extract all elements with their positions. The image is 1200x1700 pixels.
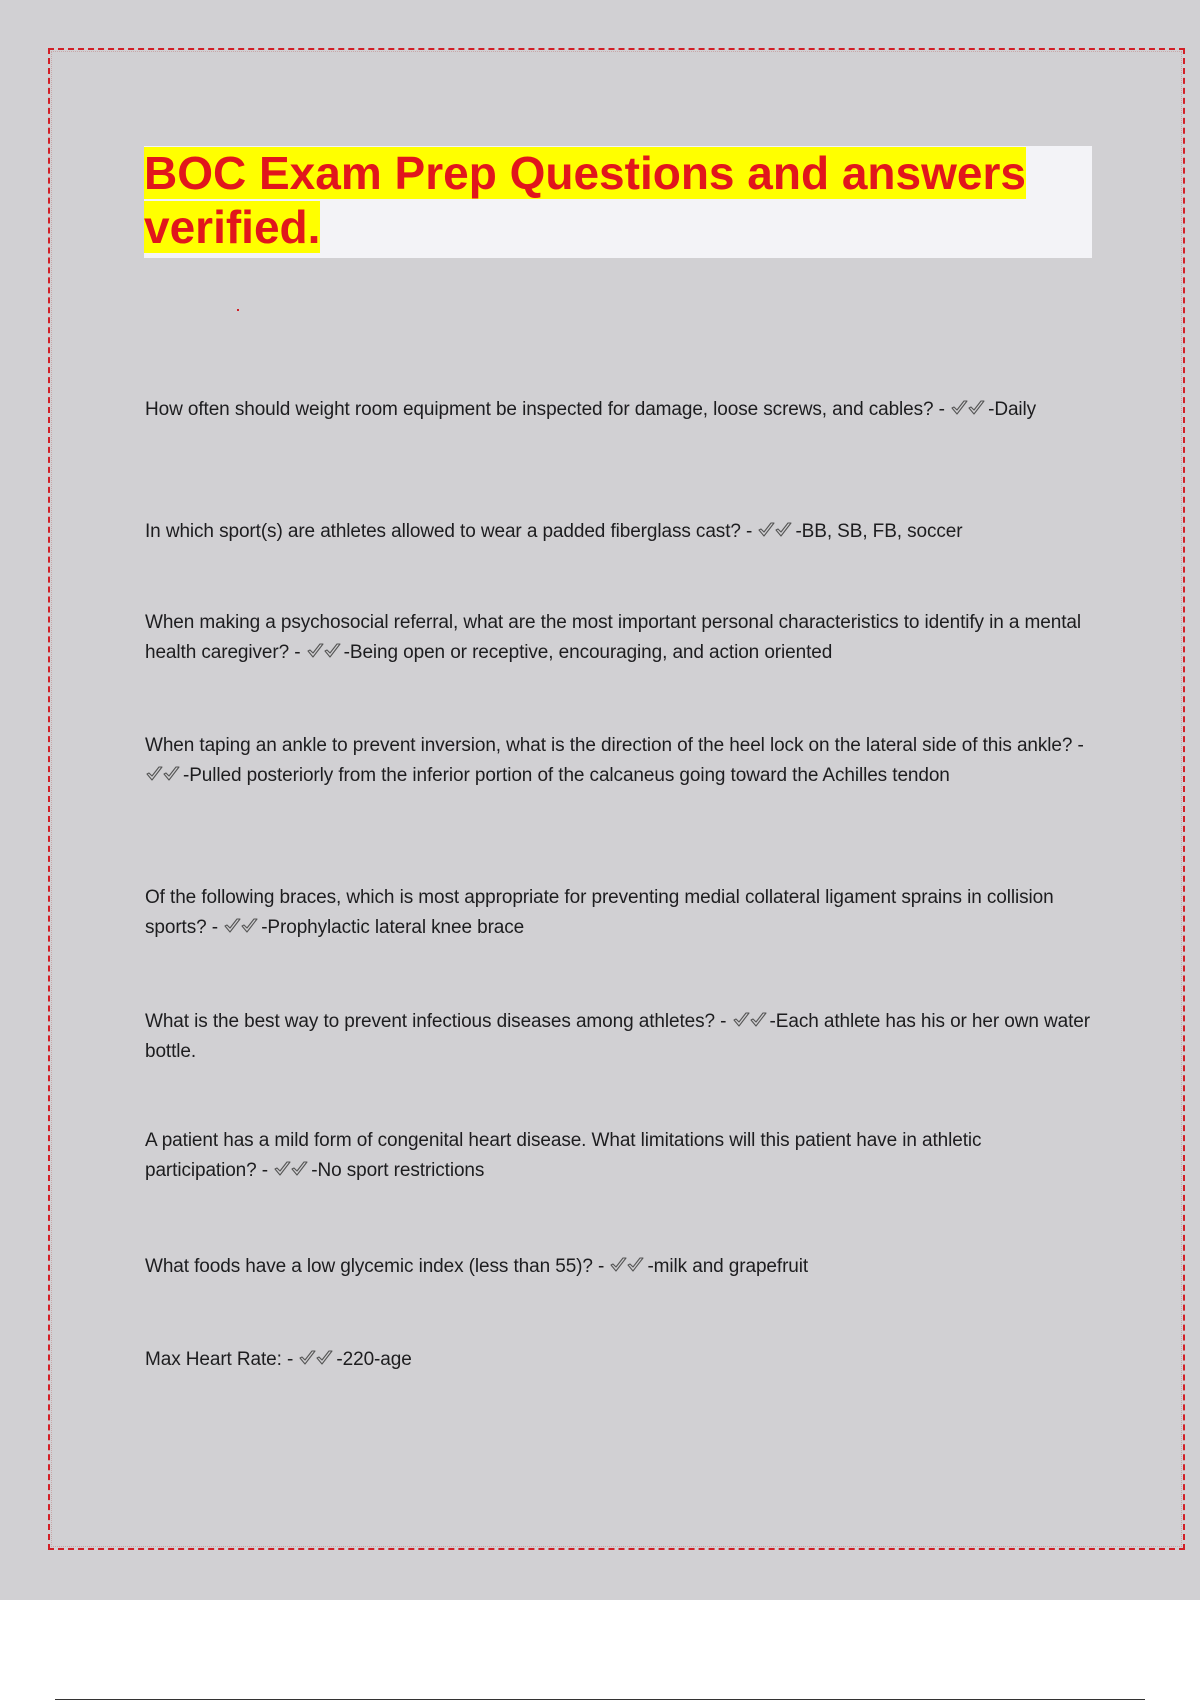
answer-text: -Pulled posteriorly from the inferior portion of the calcaneus going toward the Achilles tendon xyxy=(183,765,950,786)
answer-text: -Daily xyxy=(988,399,1037,420)
double-check-icon xyxy=(758,519,794,537)
double-check-icon xyxy=(951,397,987,415)
double-check-icon xyxy=(224,915,260,933)
answer-text: -No sport restrictions xyxy=(311,1160,485,1181)
answer-text: -BB, SB, FB, soccer xyxy=(795,521,963,542)
double-check-icon xyxy=(274,1158,310,1176)
answer-text: -Each athlete has his or her own water bottle. xyxy=(145,1011,1090,1062)
qa-item xyxy=(145,1126,1090,1186)
question-text: How often should weight room equipment be inspected for damage, loose screws, and cables? - xyxy=(145,399,945,420)
qa-item xyxy=(145,1007,1090,1067)
qa-item xyxy=(145,517,1090,547)
question-text: When taping an ankle to prevent inversion, what is the direction of the heel lock on the lateral side of this ankle? - xyxy=(145,735,1084,756)
answer-text: -220-age xyxy=(336,1349,412,1370)
qa-item xyxy=(145,731,1090,791)
double-check-icon xyxy=(610,1254,646,1272)
red-dot xyxy=(237,309,239,311)
answer-text: -Prophylactic lateral knee brace xyxy=(261,917,525,938)
qa-item xyxy=(145,608,1090,668)
qa-item xyxy=(145,395,1075,425)
question-text: In which sport(s) are athletes allowed to wear a padded fiberglass cast? - xyxy=(145,521,753,542)
question-text: Of the following braces, which is most appropriate for preventing medial collateral ligament sprains in collision sports? - xyxy=(145,887,1054,938)
answer-text: -milk and grapefruit xyxy=(647,1256,809,1277)
double-check-icon xyxy=(307,640,343,658)
page-border xyxy=(48,48,1185,1550)
qa-item xyxy=(145,1345,1090,1375)
double-check-icon xyxy=(146,763,182,781)
question-text: What is the best way to prevent infectious diseases among athletes? - xyxy=(145,1011,727,1032)
question-text: A patient has a mild form of congenital heart disease. What limitations will this patient have in athletic participation? - xyxy=(145,1130,982,1181)
question-text: What foods have a low glycemic index (less than 55)? - xyxy=(145,1256,605,1277)
qa-item xyxy=(145,1252,1090,1282)
double-check-icon xyxy=(733,1009,769,1027)
question-text: When making a psychosocial referral, what are the most important personal characteristics to identify in a mental health caregiver? - xyxy=(145,612,1081,663)
title-highlight: BOC Exam Prep Questions and answers verified. xyxy=(144,147,1026,253)
question-text: Max Heart Rate: - xyxy=(145,1349,294,1370)
answer-text: -Being open or receptive, encouraging, and action oriented xyxy=(343,642,833,663)
qa-item xyxy=(145,883,1090,943)
document-title xyxy=(144,146,1104,254)
double-check-icon xyxy=(299,1347,335,1365)
